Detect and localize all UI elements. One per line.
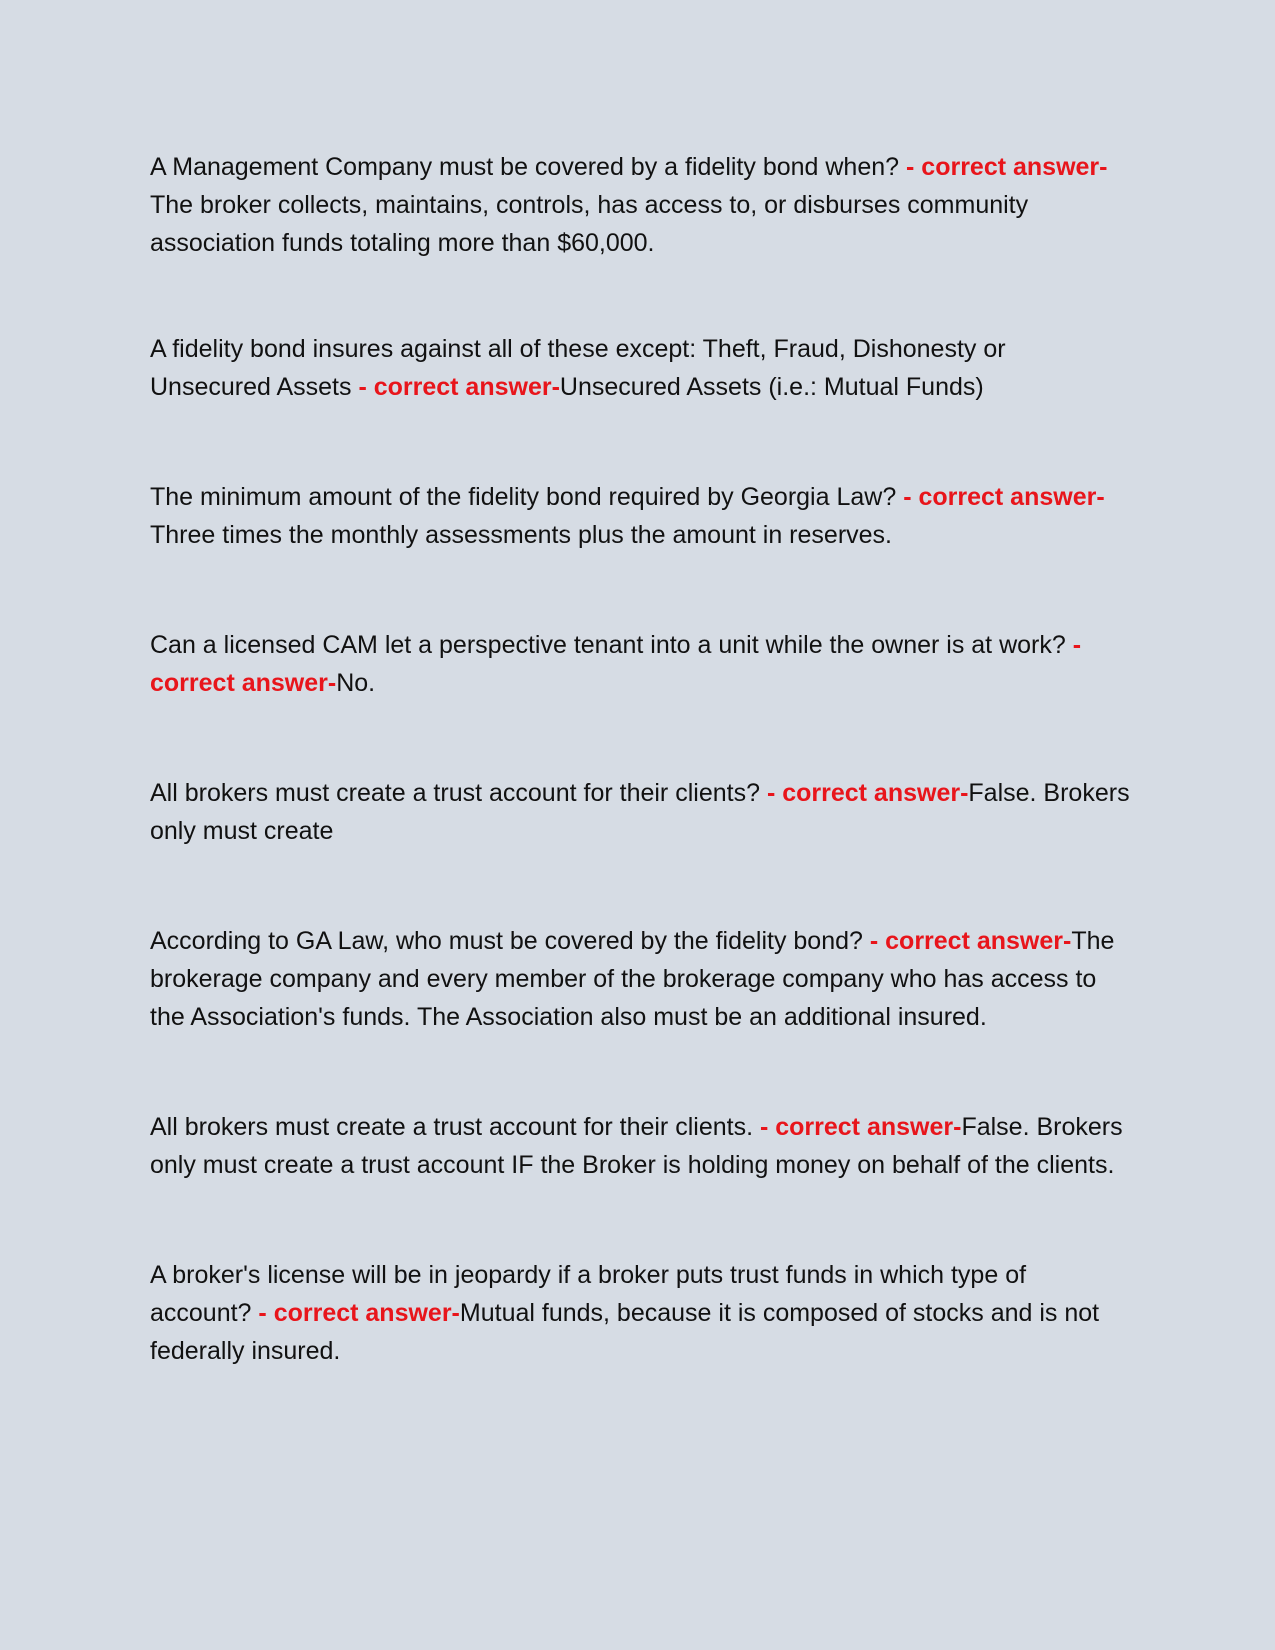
document-page — [150, 148, 1130, 1370]
question-text: A Management Company must be covered by a fidelity bond when? — [150, 153, 900, 181]
correct-answer-marker: - correct answer- — [759, 1113, 962, 1141]
answer-text: Mutual funds, because it is composed of stocks and is not federally insured. — [150, 1299, 1100, 1365]
question-text: Can a licensed CAM let a perspective tenant into a unit while the owner is at work? — [150, 631, 1066, 659]
correct-answer-marker: - correct answer- — [358, 373, 560, 401]
question-text: According to GA Law, who must be covered by the fidelity bond? — [150, 927, 863, 955]
qa-item-6 — [150, 922, 1130, 1036]
question-text: A broker's license will be in jeopardy if a broker puts trust funds in which type of account? — [150, 1261, 1027, 1327]
qa-item-7 — [150, 1108, 1130, 1184]
qa-item-8 — [150, 1256, 1130, 1370]
question-text: All brokers must create a trust account for their clients. — [150, 1113, 754, 1141]
qa-item-3 — [150, 478, 1130, 554]
qa-item-5 — [150, 774, 1130, 850]
question-text: A fidelity bond insures against all of these except: Theft, Fraud, Dishonesty or Unsecured Assets — [150, 335, 1006, 401]
answer-text: False. Brokers only must create a trust account IF the Broker is holding money on behalf of the clients. — [150, 1113, 1123, 1179]
correct-answer-marker: - correct answer- — [903, 483, 1105, 511]
correct-answer-marker: - correct answer- — [150, 631, 1082, 697]
correct-answer-marker: - correct answer- — [869, 927, 1072, 955]
answer-text: False. Brokers only must create — [150, 779, 1130, 845]
answer-text: The brokerage company and every member of the brokerage company who has access to the Association's funds. The Association also must be an additional insured. — [150, 927, 1115, 1031]
question-text: All brokers must create a trust account for their clients? — [150, 779, 760, 807]
correct-answer-marker: - correct answer- — [906, 153, 1108, 181]
answer-text: The broker collects, maintains, controls, has access to, or disburses community association funds totaling more than $60,000. — [150, 191, 1029, 257]
answer-text: No. — [336, 669, 376, 697]
qa-item-4 — [150, 626, 1130, 702]
qa-item-1 — [150, 148, 1130, 262]
answer-text: Unsecured Assets (i.e.: Mutual Funds) — [559, 373, 984, 401]
question-text: The minimum amount of the fidelity bond required by Georgia Law? — [150, 483, 897, 511]
qa-item-2 — [150, 330, 1130, 406]
correct-answer-marker: - correct answer- — [766, 779, 969, 807]
answer-text: Three times the monthly assessments plus the amount in reserves. — [150, 521, 892, 549]
correct-answer-marker: - correct answer- — [258, 1299, 460, 1327]
